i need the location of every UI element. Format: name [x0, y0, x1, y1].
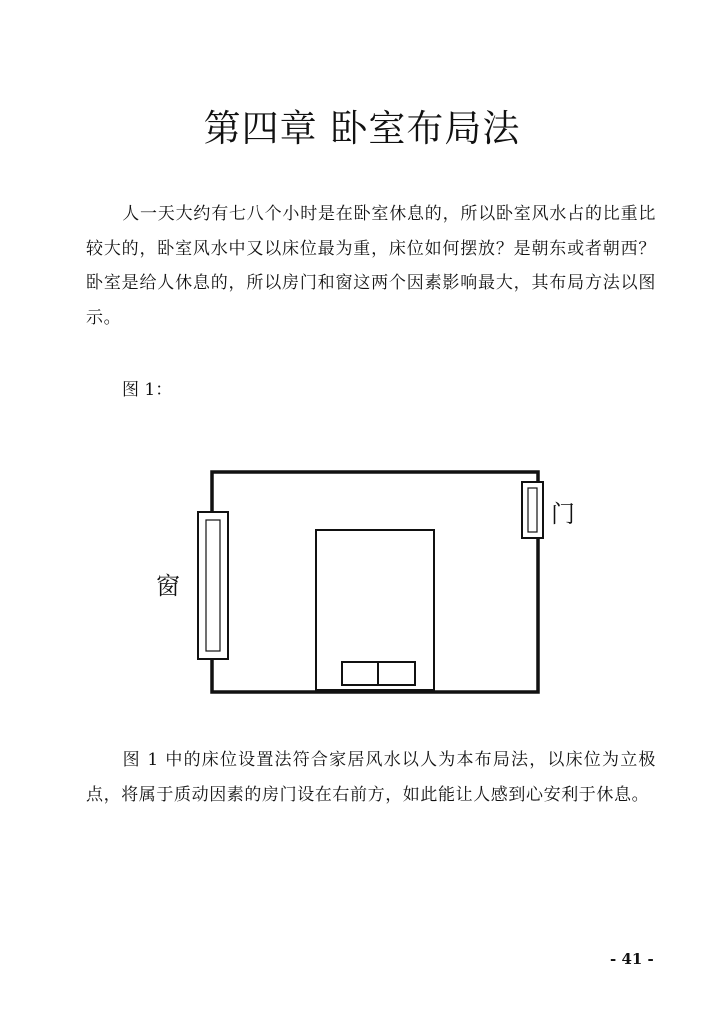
room-outline	[212, 472, 538, 692]
page-number: - 41 -	[610, 950, 654, 968]
door-shape	[522, 482, 543, 538]
explanation-paragraph	[86, 743, 656, 812]
bed-shape	[316, 530, 434, 690]
door-label: 门	[551, 500, 575, 528]
explanation-paragraph-text: 图 1 中的床位设置法符合家居风水以人为本布局法，以床位为立极点，将属于质动因素的房门设在右前方，如此能让人感到心安利于休息。	[86, 750, 656, 805]
pillow-shape	[342, 662, 415, 685]
intro-paragraph	[86, 197, 656, 335]
chapter-title: 第四章 卧室布局法	[203, 107, 521, 150]
door-inner-panel	[528, 488, 537, 532]
window-shape	[198, 512, 228, 659]
figure-label: 图 1：	[122, 380, 173, 400]
window-label: 窗	[156, 572, 180, 600]
intro-paragraph-text: 人一天大约有七八个小时是在卧室休息的，所以卧室风水占的比重比较大的，卧室风水中又以床位最为重，床位如何摆放？是朝东或者朝西？卧室是给人休息的，所以房门和窗这两个因素影响最大，其布局方法以图示。	[86, 204, 656, 328]
window-inner-pane	[206, 520, 220, 651]
